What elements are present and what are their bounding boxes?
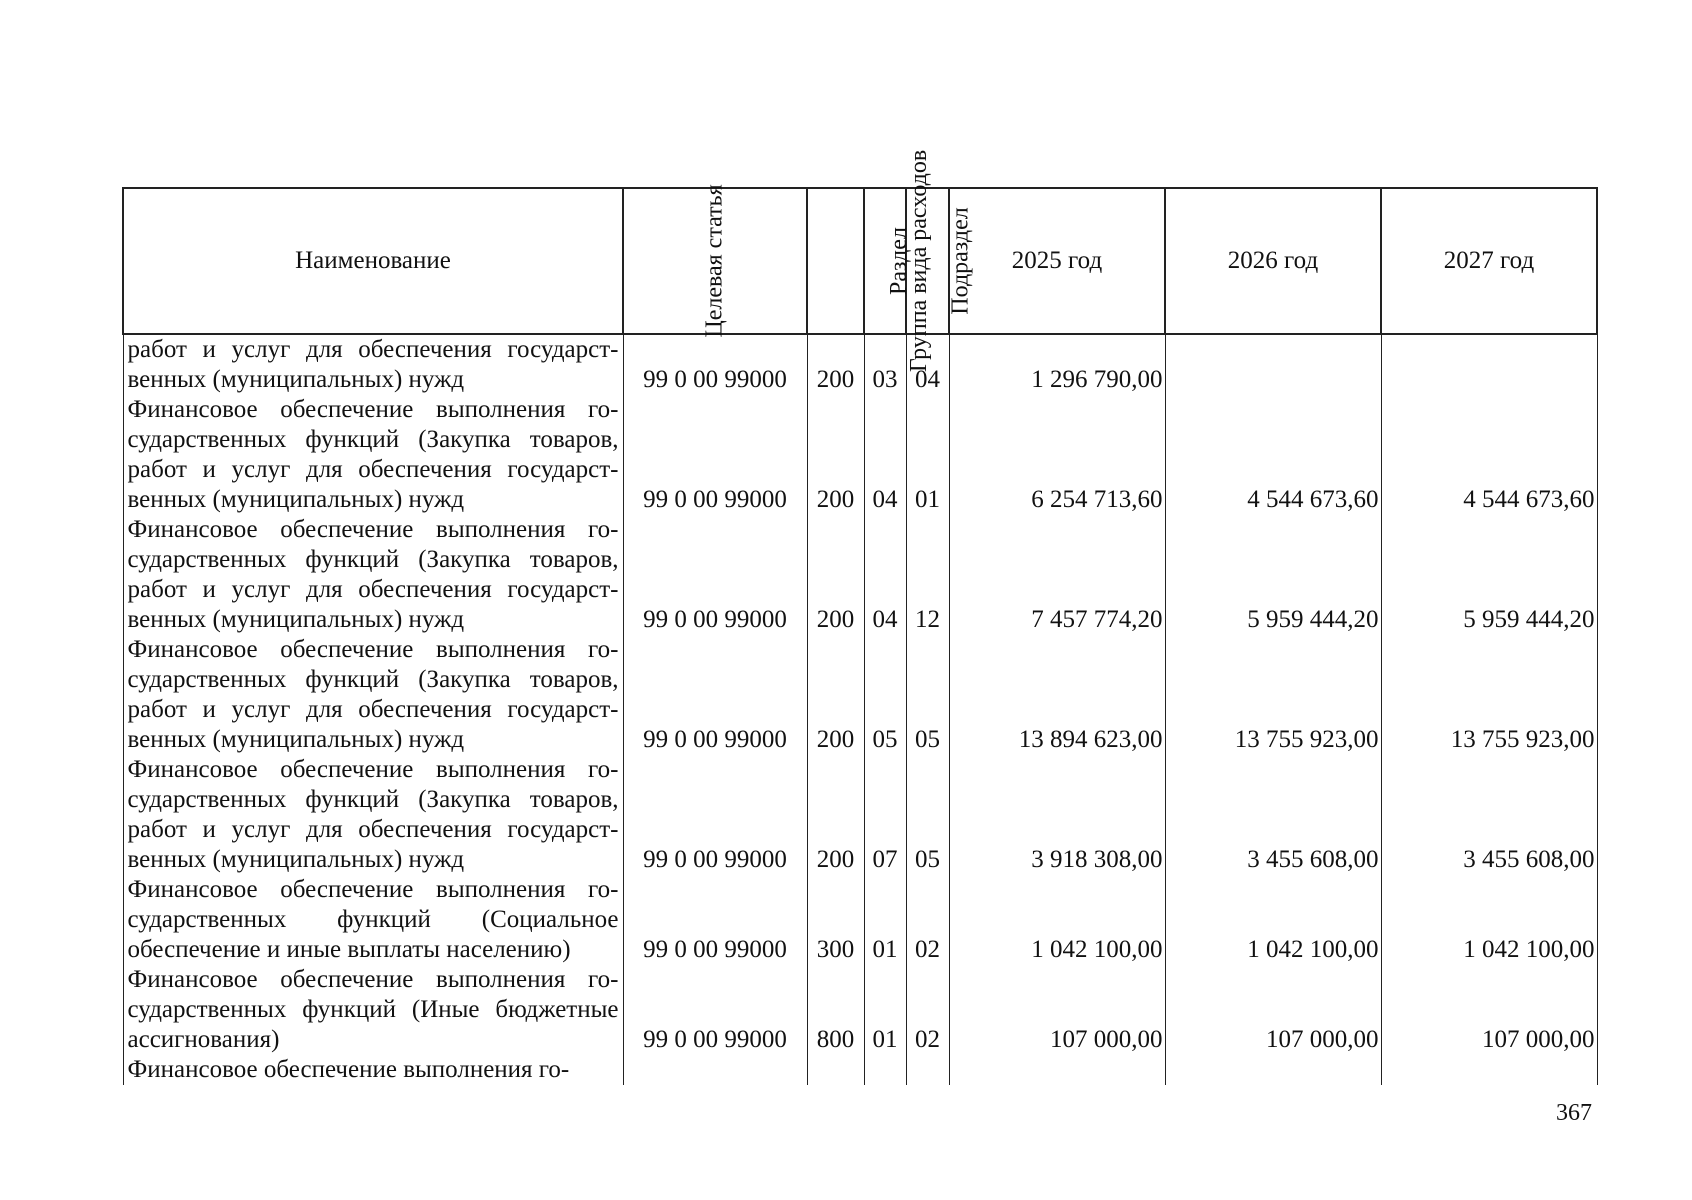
row-subsection: 02 — [906, 875, 949, 965]
row-name: Финансовое обеспечение выполнения го- — [123, 1055, 623, 1085]
row-subsection: 04 — [906, 334, 949, 395]
budget-table — [122, 149, 1598, 1085]
table-row — [123, 875, 1597, 965]
row-expense-group: 200 — [807, 515, 864, 635]
header-target: Целевая статья — [623, 188, 807, 334]
table-row — [123, 395, 1597, 515]
row-amount-2026 — [1165, 334, 1381, 395]
empty-cell — [807, 1055, 864, 1085]
row-target-article: 99 0 00 99000 — [623, 755, 807, 875]
row-expense-group: 300 — [807, 875, 864, 965]
row-expense-group: 800 — [807, 965, 864, 1055]
row-amount-2025: 1 296 790,00 — [949, 334, 1165, 395]
table-header-row — [123, 188, 1597, 334]
header-name: Наименование — [123, 188, 623, 334]
row-amount-2027: 4 544 673,60 — [1381, 395, 1597, 515]
row-amount-2027: 5 959 444,20 — [1381, 515, 1597, 635]
table-row — [123, 334, 1597, 395]
empty-cell — [1165, 1055, 1381, 1085]
empty-cell — [623, 1055, 807, 1085]
row-amount-2025: 7 457 774,20 — [949, 515, 1165, 635]
header-2025: 2025 год — [949, 188, 1165, 334]
row-section: 01 — [864, 965, 906, 1055]
table-row — [123, 635, 1597, 755]
row-expense-group: 200 — [807, 334, 864, 395]
header-2027: 2027 год — [1381, 188, 1597, 334]
row-amount-2025: 3 918 308,00 — [949, 755, 1165, 875]
header-subsection: Подраздел — [906, 188, 949, 334]
row-section: 01 — [864, 875, 906, 965]
empty-cell — [864, 1055, 906, 1085]
table-row — [123, 965, 1597, 1055]
row-amount-2025: 6 254 713,60 — [949, 395, 1165, 515]
row-target-article: 99 0 00 99000 — [623, 635, 807, 755]
row-amount-2026: 5 959 444,20 — [1165, 515, 1381, 635]
row-expense-group: 200 — [807, 395, 864, 515]
table-row-partial — [123, 1055, 1597, 1085]
row-target-article: 99 0 00 99000 — [623, 334, 807, 395]
row-section: 04 — [864, 515, 906, 635]
page-number: 367 — [1556, 1100, 1592, 1126]
row-amount-2026: 1 042 100,00 — [1165, 875, 1381, 965]
row-name: Финансовое обеспечение выполнения го- сударственных функций (Иные бюджетные ассигнования) — [123, 965, 623, 1055]
row-amount-2025: 1 042 100,00 — [949, 875, 1165, 965]
row-name: Финансовое обеспечение выполнения го- сударственных функций (Закупка товаров, работ и услуг для обеспечения государст- венных (муниципальных) нужд — [123, 755, 623, 875]
row-name: Финансовое обеспечение выполнения го- сударственных функций (Закупка товаров, работ и услуг для обеспечения государст- венных (муниципальных) нужд — [123, 515, 623, 635]
row-subsection: 01 — [906, 395, 949, 515]
row-amount-2027: 107 000,00 — [1381, 965, 1597, 1055]
row-amount-2026: 13 755 923,00 — [1165, 635, 1381, 755]
row-name: работ и услуг для обеспечения государст- венных (муниципальных) нужд — [123, 334, 623, 395]
row-subsection: 02 — [906, 965, 949, 1055]
row-amount-2026: 4 544 673,60 — [1165, 395, 1381, 515]
empty-cell — [949, 1055, 1165, 1085]
empty-cell — [1381, 1055, 1597, 1085]
row-amount-2025: 107 000,00 — [949, 965, 1165, 1055]
row-amount-2025: 13 894 623,00 — [949, 635, 1165, 755]
header-section: Раздел — [864, 188, 906, 334]
row-amount-2027: 13 755 923,00 — [1381, 635, 1597, 755]
row-amount-2027 — [1381, 334, 1597, 395]
row-expense-group: 200 — [807, 635, 864, 755]
table-row — [123, 515, 1597, 635]
row-name: Финансовое обеспечение выполнения го- сударственных функций (Социальное обеспечение и иные выплаты населению) — [123, 875, 623, 965]
row-subsection: 12 — [906, 515, 949, 635]
row-subsection: 05 — [906, 755, 949, 875]
row-amount-2027: 3 455 608,00 — [1381, 755, 1597, 875]
row-target-article: 99 0 00 99000 — [623, 965, 807, 1055]
row-name: Финансовое обеспечение выполнения го- сударственных функций (Закупка товаров, работ и услуг для обеспечения государст- венных (муниципальных) нужд — [123, 635, 623, 755]
row-name: Финансовое обеспечение выполнения го- сударственных функций (Закупка товаров, работ и услуг для обеспечения государст- венных (муниципальных) нужд — [123, 395, 623, 515]
row-subsection: 05 — [906, 635, 949, 755]
row-section: 04 — [864, 395, 906, 515]
header-2026: 2026 год — [1165, 188, 1381, 334]
row-expense-group: 200 — [807, 755, 864, 875]
row-target-article: 99 0 00 99000 — [623, 515, 807, 635]
row-section: 05 — [864, 635, 906, 755]
row-target-article: 99 0 00 99000 — [623, 395, 807, 515]
row-section: 07 — [864, 755, 906, 875]
table-row — [123, 755, 1597, 875]
row-amount-2026: 107 000,00 — [1165, 965, 1381, 1055]
row-target-article: 99 0 00 99000 — [623, 875, 807, 965]
empty-cell — [906, 1055, 949, 1085]
row-amount-2027: 1 042 100,00 — [1381, 875, 1597, 965]
row-section: 03 — [864, 334, 906, 395]
header-group: Группа вида расходов — [807, 188, 864, 334]
row-amount-2026: 3 455 608,00 — [1165, 755, 1381, 875]
